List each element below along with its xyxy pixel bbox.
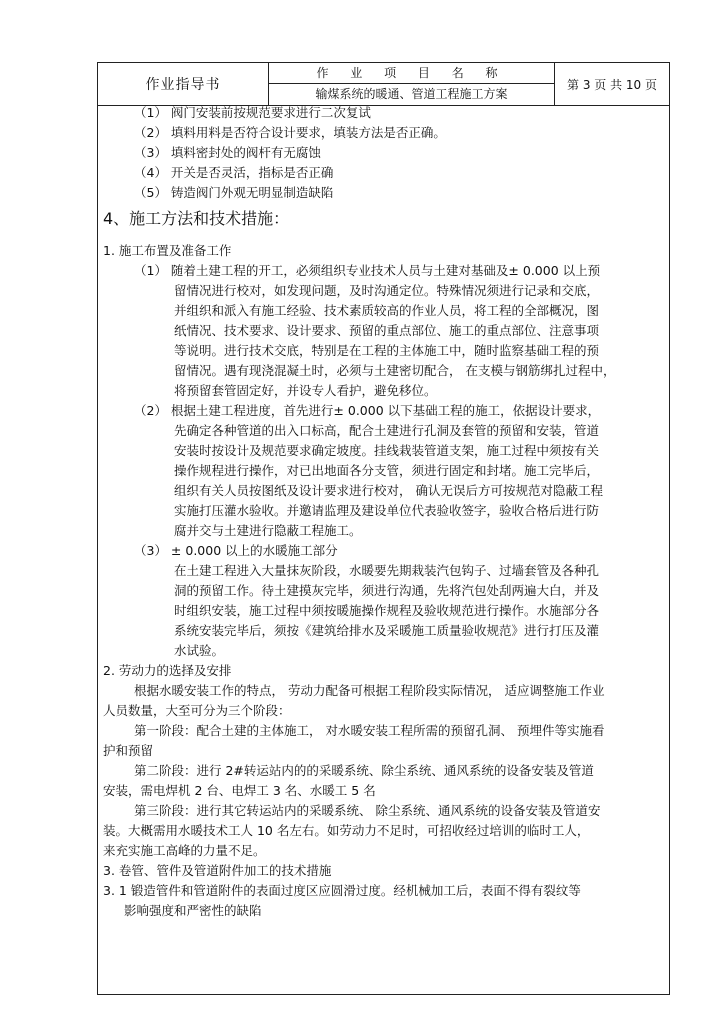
paragraph-line: 3. 1 锻造管件和管道附件的表面过度区应圆滑过度。经机械加工后，表面不得有裂纹等 bbox=[103, 883, 581, 898]
check-item: （5） 铸造阀门外观无明显制造缺陷 bbox=[134, 185, 334, 200]
project-label: 作 业 项 目 名 称 bbox=[269, 63, 555, 84]
paragraph-line: 留情况进行校对，如发现问题，及时沟通定位。特殊情况须进行记录和交底， bbox=[174, 283, 600, 298]
section-heading: 4、施工方法和技术措施： bbox=[103, 209, 290, 228]
paragraph-line: 装。大概需用水暖技术工人 10 名左右。如劳动力不足时，可招收经过培训的临时工人， bbox=[103, 823, 590, 838]
paragraph-line: 根据水暖安装工作的特点， 劳动力配备可根据工程阶段实际情况， 适应调整施工作业 bbox=[134, 683, 605, 698]
subsection-heading: 1. 施工布置及准备工作 bbox=[103, 243, 232, 258]
check-item: （2） 填料用料是否符合设计要求，填装方法是否正确。 bbox=[134, 125, 446, 140]
paragraph-line: 人员数量，大至可分为三个阶段： bbox=[103, 703, 291, 718]
page-info: 第 3 页 共 10 页 bbox=[567, 77, 657, 92]
paragraph-line: 并组织和派入有施工经验、技术素质较高的作业人员，将工程的全部概况，图 bbox=[174, 303, 600, 318]
paragraph-line: 来充实施工高峰的力量不足。 bbox=[103, 843, 266, 858]
check-item: （3） 填料密封处的阀杆有无腐蚀 bbox=[134, 145, 321, 160]
header-table bbox=[98, 63, 669, 106]
paragraph-line: 第一阶段：配合土建的主体施工， 对水暖安装工程所需的预留孔洞、 预埋件等实施看 bbox=[134, 723, 605, 738]
paragraph-line: （1） 随着土建工程的开工，必须组织专业技术人员与土建对基础及± 0.000 以上预 bbox=[134, 263, 601, 278]
paragraph-line: 实施打压灌水验收。并邀请监理及建设单位代表验收签字，验收合格后进行防 bbox=[174, 503, 600, 518]
paragraph-line: 安装时按设计及规范要求确定坡度。挂线栽装管道支架，施工过程中须按有关 bbox=[174, 443, 600, 458]
paragraph-line: 安装，需电焊机 2 台、电焊工 3 名、水暖工 5 名 bbox=[103, 783, 376, 798]
paragraph-line: 护和预留 bbox=[103, 743, 154, 758]
paragraph-line: 第二阶段：进行 2#转运站内的的采暖系统、除尘系统、通风系统的设备安装及管道 bbox=[134, 763, 594, 778]
paragraph-line: 影响强度和严密性的缺陷 bbox=[124, 903, 262, 918]
project-name: 输煤系统的暖通、管道工程施工方案 bbox=[269, 84, 555, 105]
subsection-heading: 3. 卷管、管件及管道附件加工的技术措施 bbox=[103, 863, 332, 878]
paragraph-line: 组织有关人员按图纸及设计要求进行校对， 确认无误后方可按规范对隐蔽工程 bbox=[174, 483, 603, 498]
paragraph-line: （3） ± 0.000 以上的水暖施工部分 bbox=[134, 543, 338, 558]
paragraph-line: 将预留套管固定好，并设专人看护，避免移位。 bbox=[174, 383, 437, 398]
paragraph-line: （2） 根据土建工程进度，首先进行± 0.000 以下基础工程的施工，依据设计要求， bbox=[134, 403, 601, 418]
paragraph-line: 系统安装完毕后，须按《建筑给排水及采暖施工质量验收规范》进行打压及灌 bbox=[174, 623, 600, 638]
paragraph-line: 先确定各种管道的出入口标高，配合土建进行孔洞及套管的预留和安装，管道 bbox=[174, 423, 600, 438]
subsection-heading: 2. 劳动力的选择及安排 bbox=[103, 663, 232, 678]
paragraph-line: 操作规程进行操作，对已出地面各分支管，须进行固定和封堵。施工完毕后， bbox=[174, 463, 600, 478]
paragraph-line: 时组织安装，施工过程中须按暖施操作规程及验收规范进行操作。水施部分各 bbox=[174, 603, 600, 618]
paragraph-line: 第三阶段：进行其它转运站内的采暖系统、 除尘系统、通风系统的设备安装及管道安 bbox=[134, 803, 601, 818]
check-item: （1） 阀门安装前按规范要求进行二次复试 bbox=[134, 105, 371, 120]
paragraph-line: 留情况。遇有现浇混凝土时，必须与土建密切配合， 在支模与钢筋绑扎过程中， bbox=[174, 363, 616, 378]
paragraph-line: 洞的预留工作。待土建摸灰完毕，须进行沟通，先将汽包处刮两遍大白，并及 bbox=[174, 583, 600, 598]
doc-title: 作业指导书 bbox=[98, 63, 269, 105]
paragraph-line: 纸情况、技术要求、设计要求、预留的重点部位、施工的重点部位、注意事项 bbox=[174, 323, 600, 338]
paragraph-line: 腐并交与土建进行隐蔽工程施工。 bbox=[174, 523, 362, 538]
paragraph-line: 水试验。 bbox=[174, 643, 225, 658]
check-item: （4） 开关是否灵活，指标是否正确 bbox=[134, 165, 334, 180]
paragraph-line: 等说明。进行技术交底，特别是在工程的主体施工中，随时监察基础工程的预 bbox=[174, 343, 600, 358]
paragraph-line: 在土建工程进入大量抹灰阶段，水暖要先期栽装汽包钩子、过墙套管及各种孔 bbox=[174, 563, 600, 578]
